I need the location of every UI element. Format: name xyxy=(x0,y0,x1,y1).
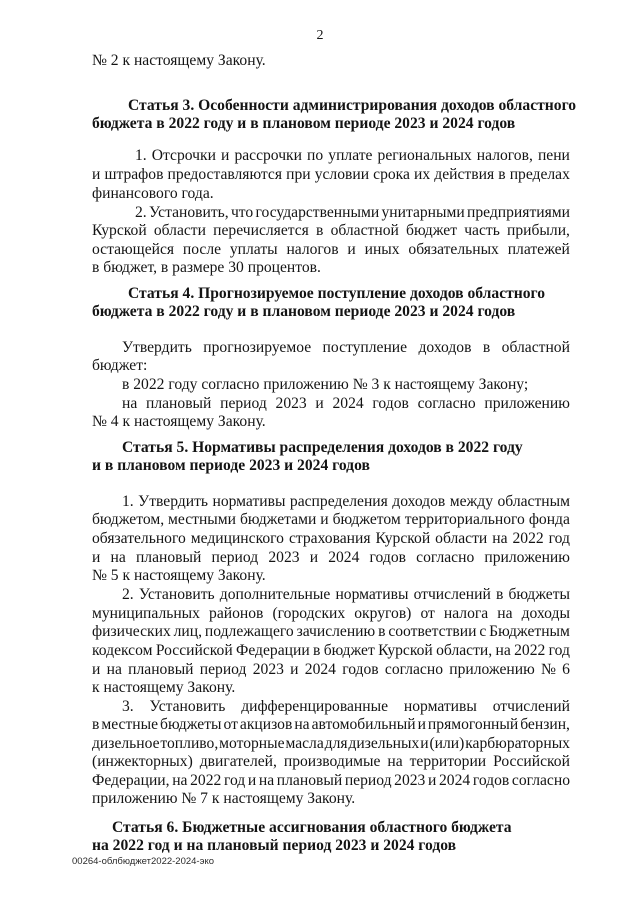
art5-p2-line-3: физических лиц, подлежащего зачислению в соответствии с Бюджетным xyxy=(92,623,570,640)
art4-body-line-4: на плановый период 2023 и 2024 годов согласно приложению xyxy=(122,395,570,412)
art3-p1-line-1: 1. Отсрочки и рассрочки по уплате региональных налогов, пени xyxy=(135,147,570,164)
art5-p3-line-2: в местные бюджеты от акцизов на автомобильный и прямогонный бензин, xyxy=(92,716,570,733)
art4-title-line-2: бюджета в 2022 году и в плановом периоде 2023 и 2024 годов xyxy=(92,303,516,320)
art3-title-line-2: бюджета в 2022 году и в плановом периоде 2023 и 2024 годов xyxy=(92,115,516,132)
intro-line: № 2 к настоящему Закону. xyxy=(92,52,266,69)
art5-p2-line-2: муниципальных районов (городских округов) от налога на доходы xyxy=(92,605,570,622)
art5-p1-line-5: № 5 к настоящему Закону. xyxy=(92,567,266,584)
art4-body-line-1: Утвердить прогнозируемое поступление доходов в областной xyxy=(122,339,570,356)
art5-p3-line-6: приложению № 7 к настоящему Закону. xyxy=(92,790,356,807)
art5-p1-line-1: 1. Утвердить нормативы распределения доходов между областным xyxy=(122,493,570,510)
art5-p1-line-4: и на плановый период 2023 и 2024 годов согласно приложению xyxy=(92,549,570,566)
art5-p2-line-6: к настоящему Закону. xyxy=(92,679,236,696)
art3-p1-line-2: и штрафов предоставляются при условии срока их действия в пределах xyxy=(92,166,570,183)
art4-body-line-3: в 2022 году согласно приложению № 3 к настоящему Закону; xyxy=(122,376,529,393)
art3-p2-line-3: остающейся после уплаты налогов и иных обязательных платежей xyxy=(92,241,570,258)
art5-title-line-2: и в плановом периоде 2023 и 2024 годов xyxy=(92,457,370,474)
art3-p2-line-1: 2. Установить, что государственными унитарными предприятиями xyxy=(135,204,570,221)
art5-p2-line-1: 2. Установить дополнительные нормативы отчислений в бюджеты xyxy=(122,586,570,603)
document-footer: 00264-облбюджет2022-2024-эко xyxy=(72,856,214,867)
art5-p3-line-1: 3. Установить дифференцированные нормативы отчислений xyxy=(122,698,570,715)
art5-p1-line-3: обязательного медицинского страхования Курской области на 2022 год xyxy=(92,530,570,547)
art4-title-line-1: Статья 4. Прогнозируемое поступление доходов областного xyxy=(128,285,546,302)
art5-title-line-1: Статья 5. Нормативы распределения доходов в 2022 году xyxy=(122,439,523,456)
art5-p2-line-5: и на плановый период 2023 и 2024 годов согласно приложению № 6 xyxy=(92,661,570,678)
art5-p3-line-4: (инжекторных) двигателей, производимые на территории Российской xyxy=(92,753,570,770)
art6-title-line-1: Статья 6. Бюджетные ассигнования областного бюджета xyxy=(112,819,512,836)
art5-p3-line-5: Федерации, на 2022 год и на плановый период 2023 и 2024 годов согласно xyxy=(92,772,570,789)
art5-p2-line-4: кодексом Российской Федерации в бюджет Курской области, на 2022 год xyxy=(92,642,570,659)
art3-p1-line-3: финансового года. xyxy=(92,185,214,202)
art5-p3-line-3: дизельное топливо, моторные масла для дизельных и (или) карбюраторных xyxy=(92,735,570,752)
art4-body-line-5: № 4 к настоящему Закону. xyxy=(92,413,266,430)
page-number: 2 xyxy=(316,28,324,43)
art3-title-line-1: Статья 3. Особенности администрирования доходов областного xyxy=(128,97,577,114)
art5-p1-line-2: бюджетом, местными бюджетами и бюджетом территориального фонда xyxy=(92,511,570,528)
art3-p2-line-4: в бюджет, в размере 30 процентов. xyxy=(92,259,321,276)
art4-body-line-2: бюджет: xyxy=(92,357,148,374)
art6-title-line-2: на 2022 год и на плановый период 2023 и 2024 годов xyxy=(92,837,457,854)
art3-p2-line-2: Курской области перечисляется в областной бюджет часть прибыли, xyxy=(92,222,570,239)
